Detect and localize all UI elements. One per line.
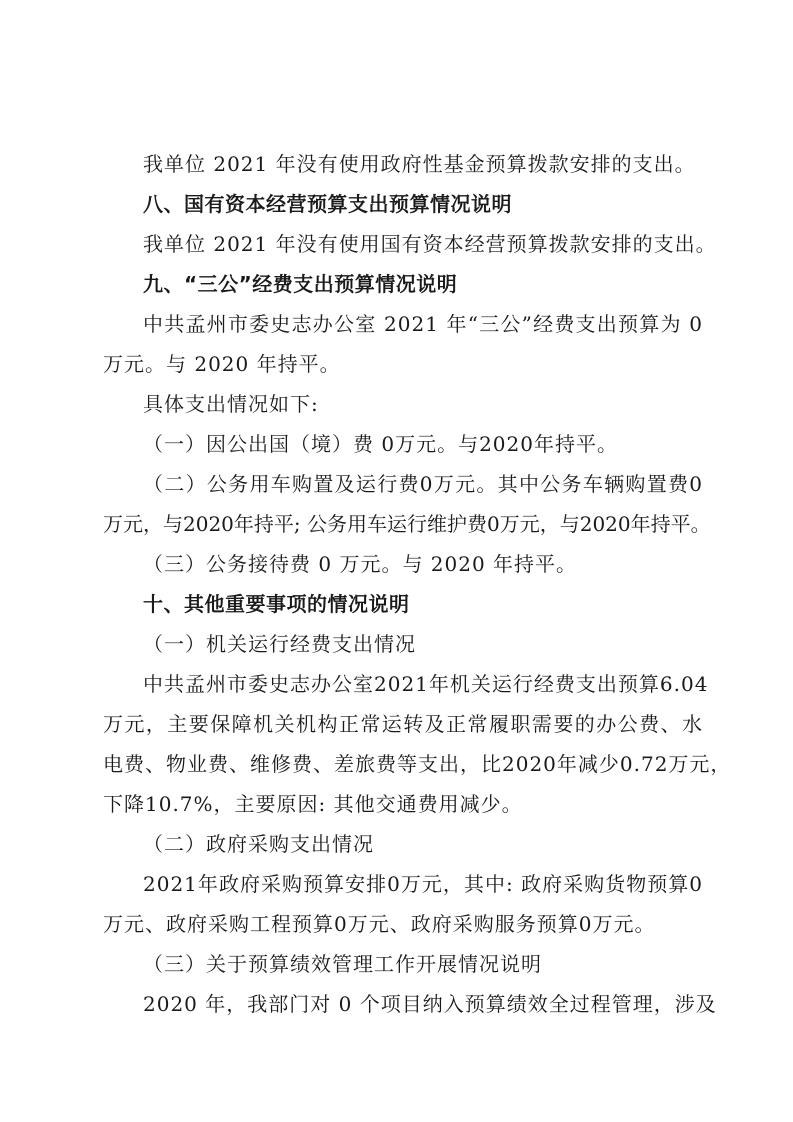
paragraph-line: （一）因公出国（境）费 0万元。与2020年持平。 — [143, 432, 618, 456]
section-heading-9: 九、“三公”经费支出预算情况说明 — [143, 272, 458, 296]
paragraph-line: 中共孟州市委史志办公室 2021 年“三公”经费支出预算为 0 — [143, 312, 703, 336]
paragraph-line: 我单位 2021 年没有使用政府性基金预算拨款安排的支出。 — [143, 152, 696, 176]
paragraph-line: 万元、政府采购工程预算0万元、政府采购服务预算0万元。 — [103, 912, 656, 936]
section-heading-8: 八、国有资本经营预算支出预算情况说明 — [143, 192, 512, 216]
paragraph-line: 具体支出情况如下: — [143, 392, 319, 416]
paragraph-line: 万元，主要保障机关机构正常运转及正常履职需要的办公费、水 — [103, 712, 703, 736]
paragraph-line: （二）公务用车购置及运行费0万元。其中公务车辆购置费0 — [143, 472, 703, 496]
paragraph-line: 2021年政府采购预算安排0万元，其中: 政府采购货物预算0 — [143, 872, 703, 896]
subsection-heading: （一）机关运行经费支出情况 — [143, 632, 416, 656]
paragraph-line: 下降10.7%，主要原因: 其他交通费用减少。 — [103, 792, 523, 816]
paragraph-line: 万元。与 2020 年持平。 — [103, 352, 341, 376]
paragraph-line: 2020 年，我部门对 0 个项目纳入预算绩效全过程管理，涉及 — [143, 992, 717, 1016]
subsection-heading: （二）政府采购支出情况 — [143, 832, 374, 856]
paragraph-line: 我单位 2021 年没有使用国有资本经营预算拨款安排的支出。 — [143, 232, 717, 256]
section-heading-10: 十、其他重要事项的情况说明 — [143, 592, 410, 616]
paragraph-line: （三）公务接待费 0 万元。与 2020 年持平。 — [143, 552, 578, 576]
subsection-heading: （三）关于预算绩效管理工作开展情况说明 — [143, 952, 542, 976]
paragraph-line: 电费、物业费、维修费、差旅费等支出，比2020年减少0.72万元， — [103, 752, 732, 776]
paragraph-line: 中共孟州市委史志办公室2021年机关运行经费支出预算6.04 — [143, 672, 709, 696]
paragraph-line: 万元，与2020年持平; 公务用车运行维护费0万元，与2020年持平。 — [103, 512, 711, 536]
